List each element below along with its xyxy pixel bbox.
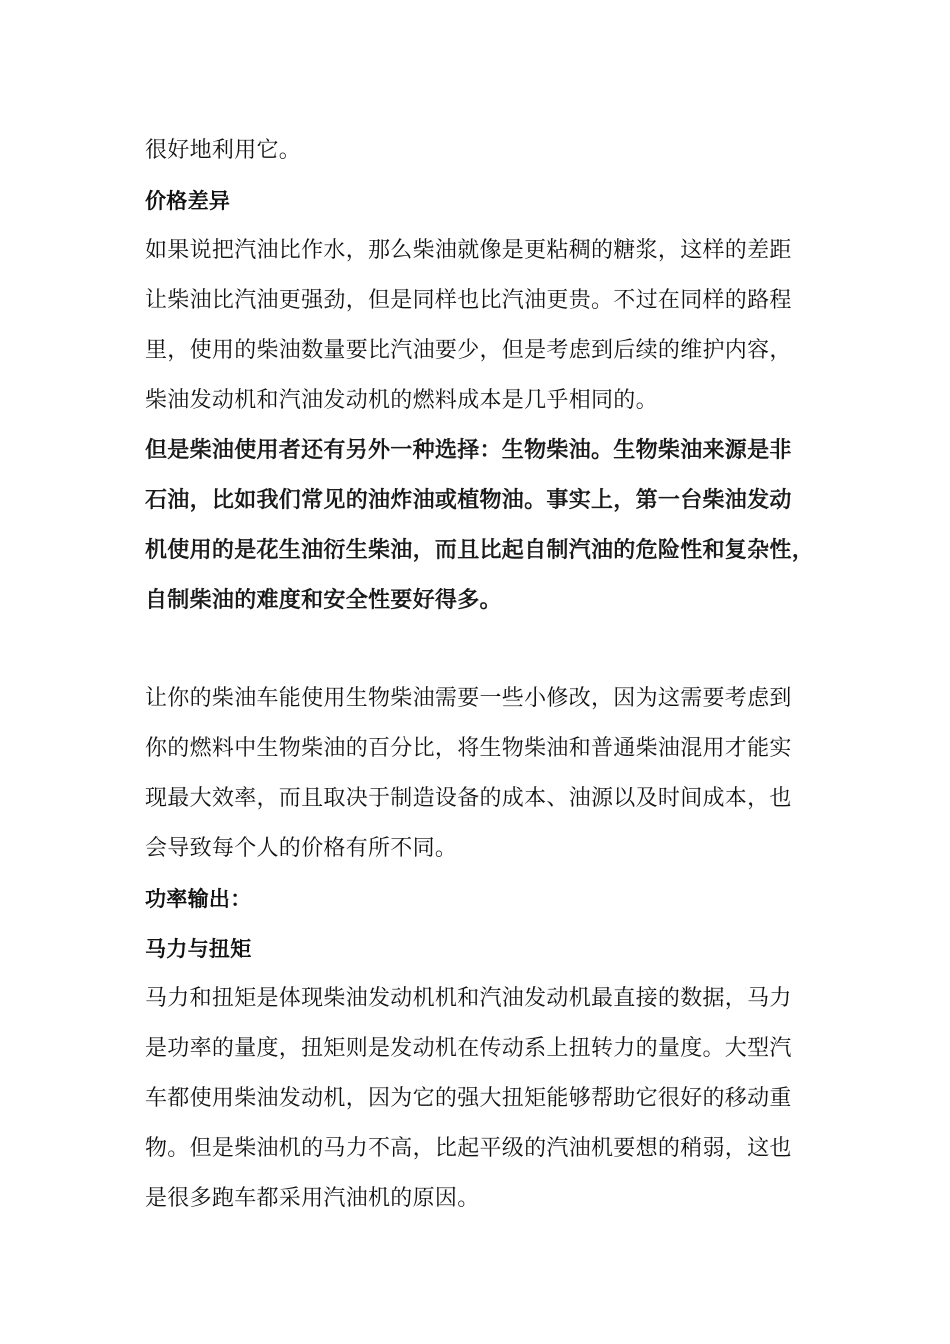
text-line: 里，使用的柴油数量要比汽油要少，但是考虑到后续的维护内容， xyxy=(145,338,792,363)
section-heading: 功率输出： xyxy=(145,887,252,911)
price-paragraph xyxy=(145,226,825,426)
text-line: 很好地利用它。 xyxy=(145,138,302,163)
text-line: 石油，比如我们常见的油炸油或植物油。事实上，第一台柴油发动 xyxy=(145,488,792,513)
text-line: 如果说把汽油比作水，那么柴油就像是更粘稠的糖浆，这样的差距 xyxy=(145,238,792,263)
heading-price-difference xyxy=(145,176,825,226)
text-line: 马力和扭矩是体现柴油发动机机和汽油发动机最直接的数据，马力 xyxy=(145,986,792,1011)
text-line: 物。但是柴油机的马力不高，比起平级的汽油机要想的稍弱，这也 xyxy=(145,1136,792,1161)
text-line: 但是柴油使用者还有另外一种选择：生物柴油。生物柴油来源是非 xyxy=(145,438,792,463)
torque-paragraph xyxy=(145,974,825,1224)
text-line: 自制柴油的难度和安全性要好得多。 xyxy=(145,588,502,613)
text-line: 会导致每个人的价格有所不同。 xyxy=(145,836,458,861)
heading-horsepower-torque xyxy=(145,924,825,974)
modify-paragraph xyxy=(145,674,825,874)
text-line: 让你的柴油车能使用生物柴油需要一些小修改，因为这需要考虑到 xyxy=(145,686,792,711)
text-line: 柴油发动机和汽油发动机的燃料成本是几乎相同的。 xyxy=(145,388,658,413)
section-heading: 价格差异 xyxy=(145,189,231,213)
text-line: 你的燃料中生物柴油的百分比，将生物柴油和普通柴油混用才能实 xyxy=(145,736,792,761)
text-line: 机使用的是花生油衍生柴油，而且比起自制汽油的危险性和复杂性， xyxy=(145,538,815,563)
text-line: 现最大效率，而且取决于制造设备的成本、油源以及时间成本，也 xyxy=(145,786,792,811)
text-line: 让柴油比汽油更强劲，但是同样也比汽油更贵。不过在同样的路程 xyxy=(145,288,792,313)
heading-power-output xyxy=(145,874,825,924)
text-line: 车都使用柴油发动机，因为它的强大扭矩能够帮助它很好的移动重 xyxy=(145,1086,792,1111)
intro-tail-paragraph xyxy=(145,126,825,176)
text-line: 是功率的量度，扭矩则是发动机在传动系上扭转力的量度。大型汽 xyxy=(145,1036,792,1061)
section-heading: 马力与扭矩 xyxy=(145,937,252,961)
text-line: 是很多跑车都采用汽油机的原因。 xyxy=(145,1186,480,1211)
biodiesel-paragraph xyxy=(145,426,825,626)
